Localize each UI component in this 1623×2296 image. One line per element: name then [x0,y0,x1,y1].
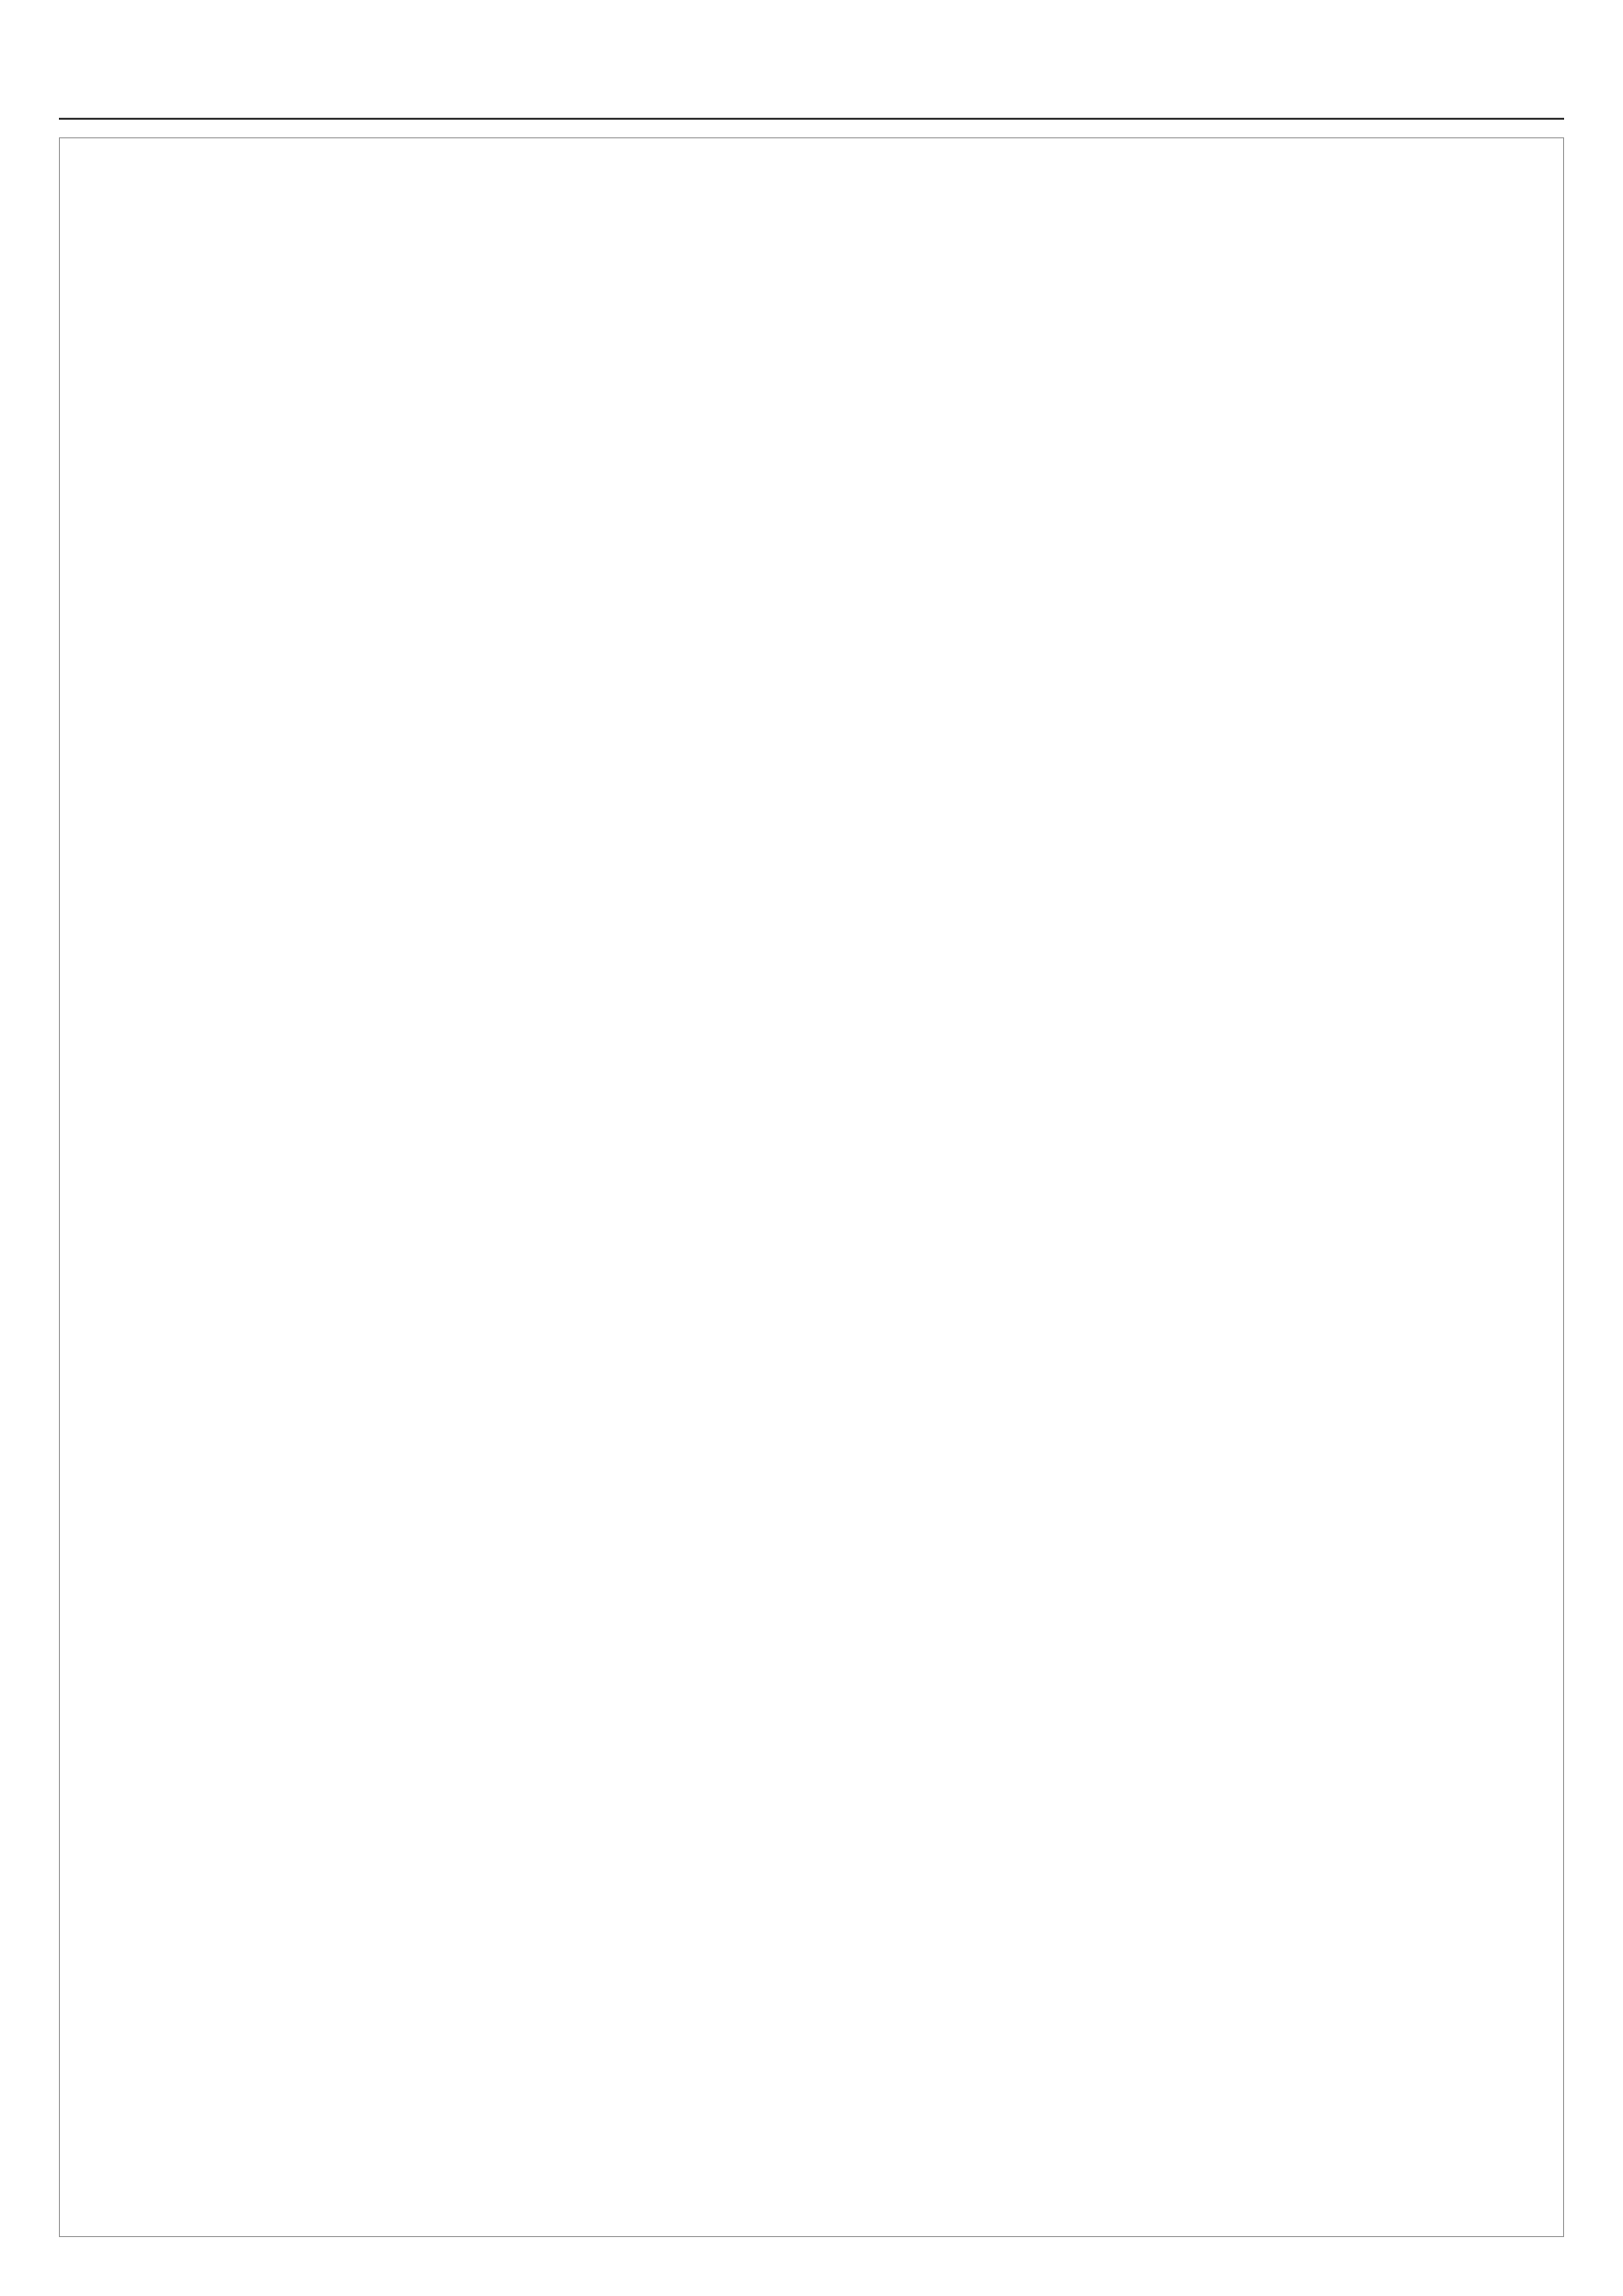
document-body [59,137,1564,2237]
page-header [59,39,1564,120]
